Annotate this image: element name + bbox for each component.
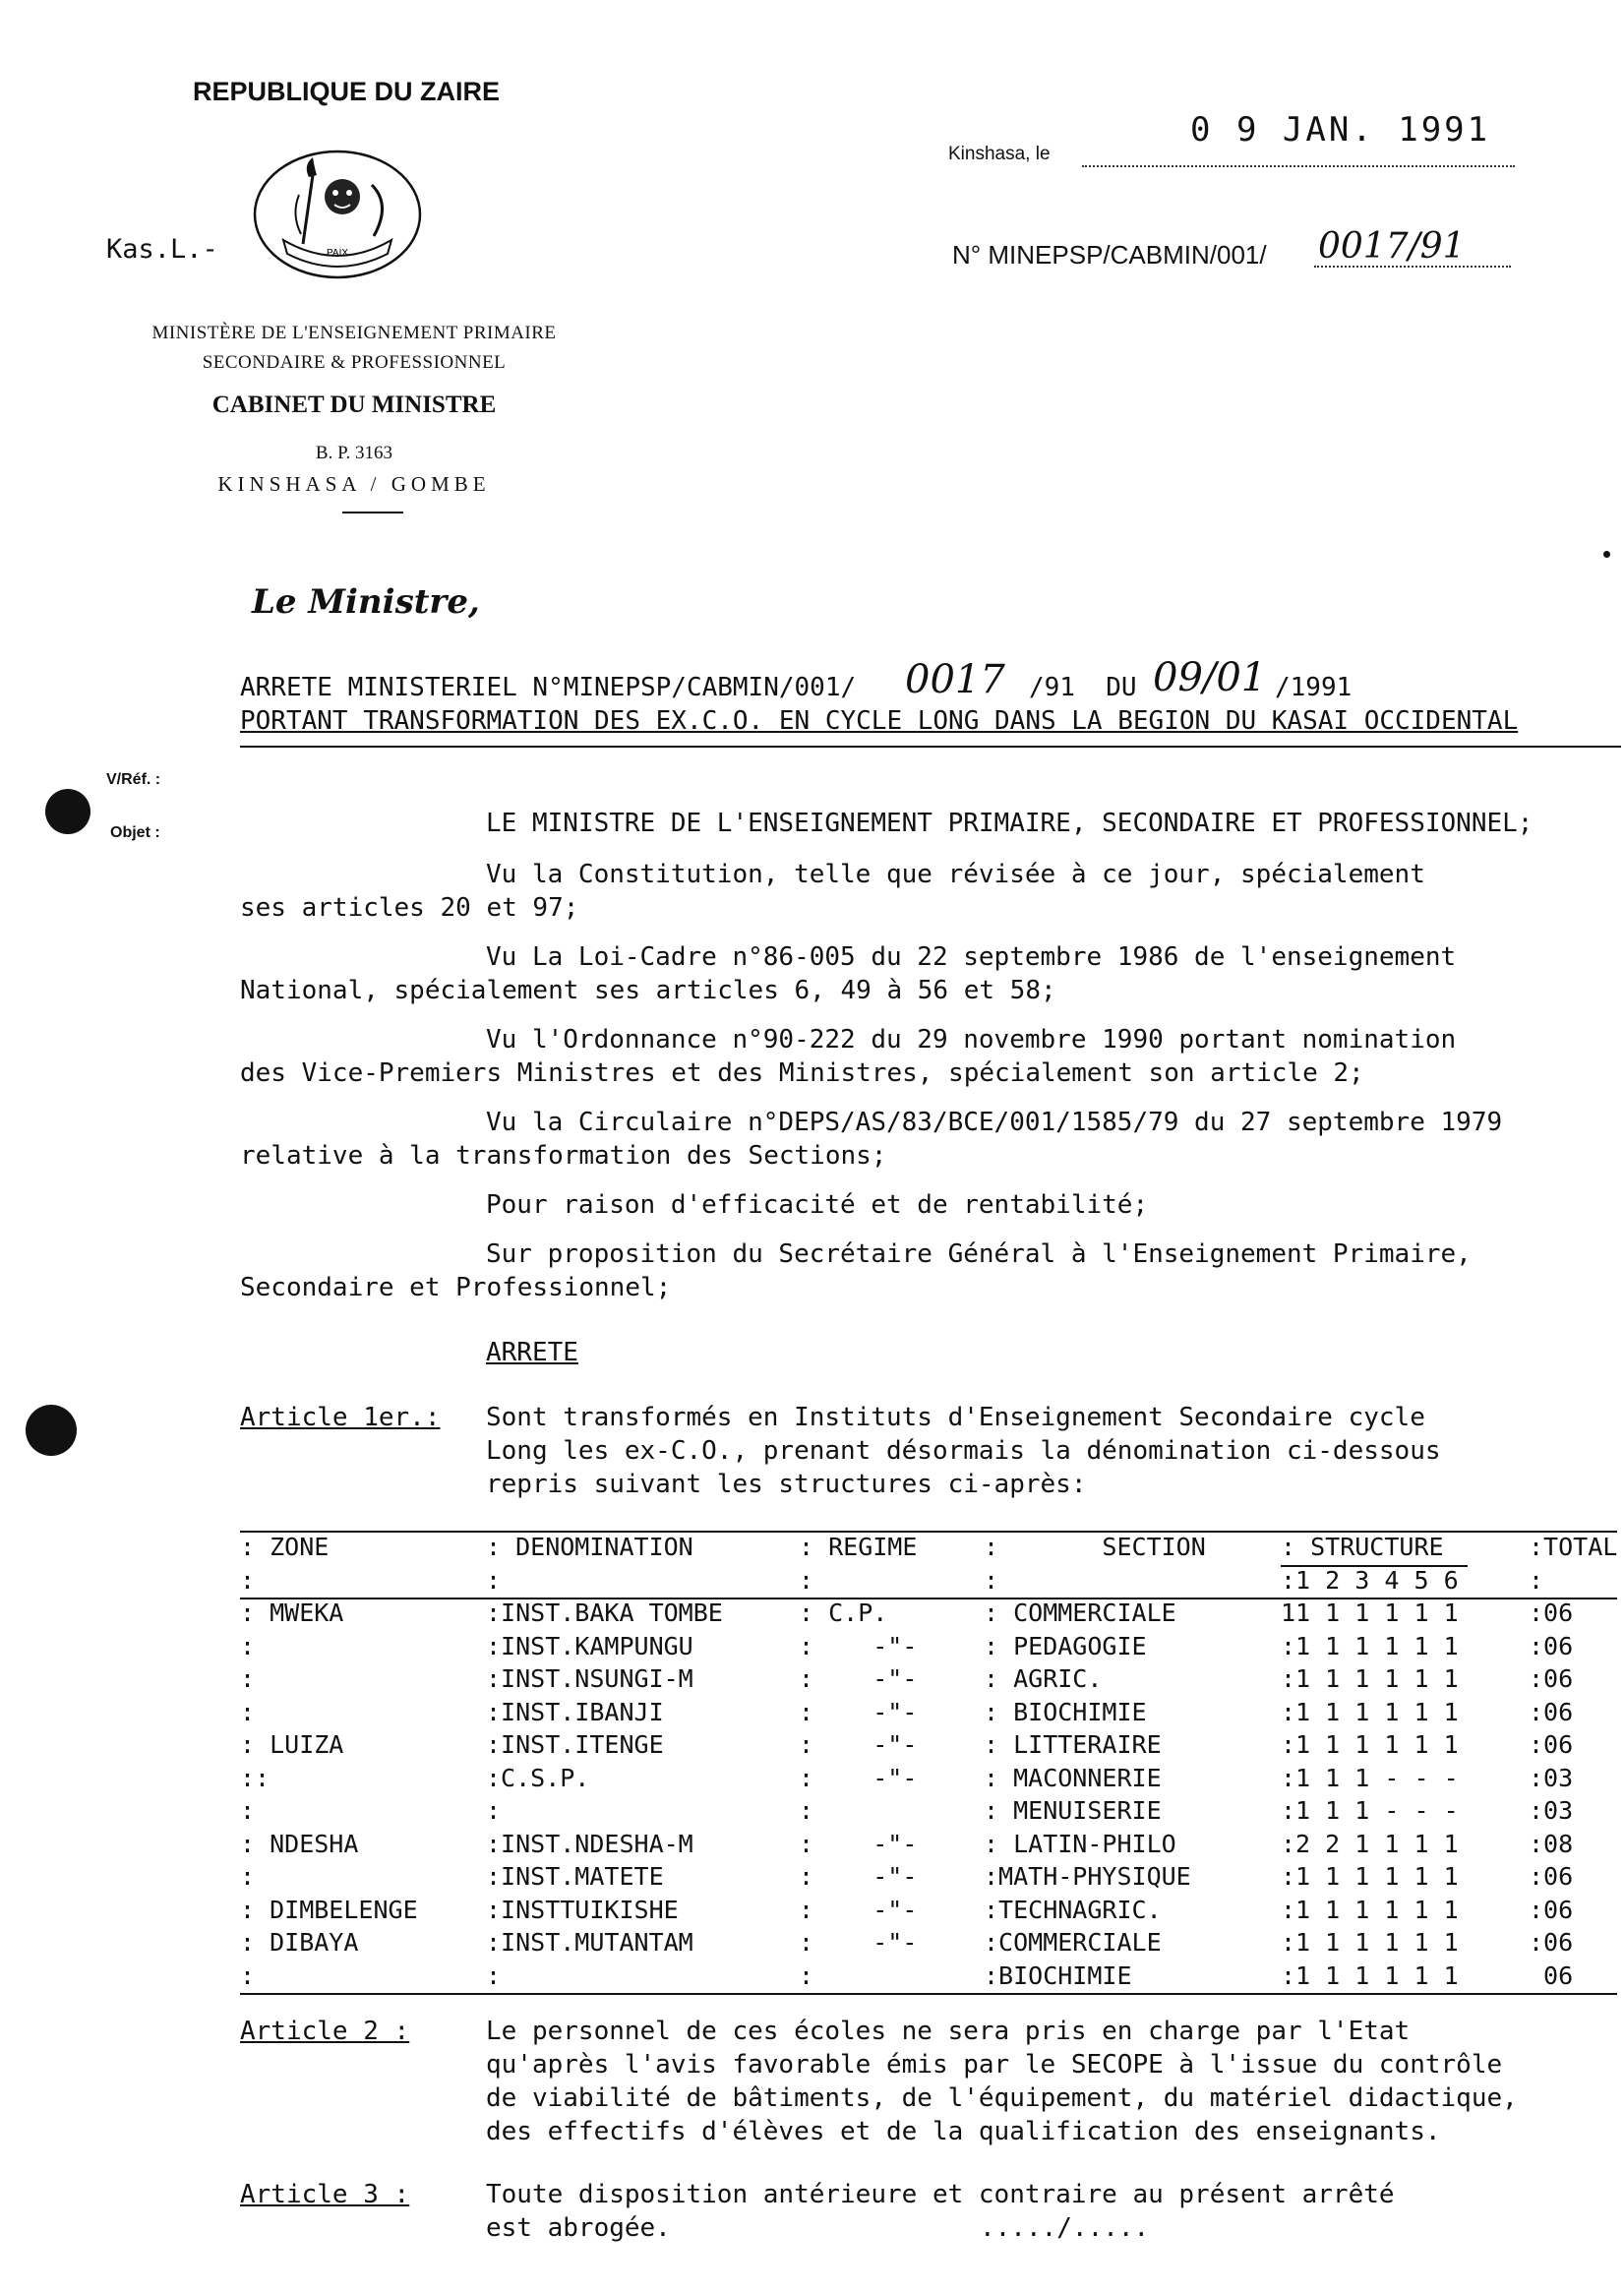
cell-regime: : -"-	[799, 1664, 918, 1694]
date-stamp: 0 9 JAN. 1991	[1190, 110, 1491, 150]
cell-zone: :	[240, 1960, 256, 1990]
cell-denomination: : DENOMINATION	[486, 1533, 693, 1562]
article2-line2: qu'après l'avis favorable émis par le SECOPE à l'issue du contrôle	[486, 2050, 1503, 2080]
table-row	[240, 1828, 1617, 1861]
cell-denomination: :INST.KAMPUNGU	[486, 1631, 693, 1660]
table-row	[240, 1597, 1617, 1630]
cell-section: : SECTION	[984, 1533, 1206, 1562]
cell-structure: :1 1 1 - - -	[1281, 1796, 1459, 1826]
cell-total: :06	[1529, 1730, 1574, 1760]
arrete-title-line-1	[240, 673, 856, 702]
kas-reference: Kas.L.-	[106, 234, 218, 265]
cell-section: :BIOCHIMIE	[984, 1960, 1132, 1990]
cell-regime: :	[799, 1960, 814, 1990]
cell-regime: : -"-	[799, 1862, 918, 1892]
cell-denomination: :INST.MATETE	[486, 1862, 664, 1892]
ministry-line-2: SECONDAIRE & PROFESSIONNEL	[202, 352, 507, 373]
cell-structure: : STRUCTURE	[1281, 1533, 1444, 1562]
vref-label: V/Réf. :	[106, 771, 161, 788]
cell-section: :COMMERCIALE	[984, 1928, 1162, 1958]
cell-regime: : -"-	[799, 1697, 918, 1726]
cell-section: : LATIN-PHILO	[984, 1829, 1176, 1858]
cell-regime: : -"-	[799, 1829, 918, 1858]
cell-zone: :	[240, 1697, 256, 1726]
cell-section: :TECHNAGRIC.	[984, 1895, 1162, 1924]
cell-total: :06	[1529, 1862, 1574, 1892]
article2-line3: de viabilité de bâtiments, de l'équipement, du matériel didactique,	[486, 2083, 1518, 2113]
cell-total: :	[1529, 1565, 1544, 1595]
preamble-vu2-line1: Vu La Loi-Cadre n°86-005 du 22 septembre 1986 de l'enseignement	[486, 942, 1457, 972]
cell-regime: : -"-	[799, 1730, 918, 1760]
punch-hole-mark	[45, 789, 90, 834]
cell-zone: :	[240, 1862, 256, 1892]
cell-total: :06	[1529, 1598, 1574, 1628]
cell-total: :08	[1529, 1829, 1574, 1858]
preamble-vu1-line1: Vu la Constitution, telle que révisée à ce jour, spécialement	[486, 860, 1425, 889]
punch-hole-mark	[26, 1405, 77, 1456]
cell-denomination: :C.S.P.	[486, 1763, 590, 1792]
cell-structure: :1 1 1 1 1 1	[1281, 1960, 1459, 1990]
cell-section: : BIOCHIMIE	[984, 1697, 1147, 1726]
cell-structure: :1 1 1 1 1 1	[1281, 1631, 1459, 1660]
article1-line1: Sont transformés en Instituts d'Enseignement Secondaire cycle	[486, 1403, 1425, 1432]
cell-regime: : -"-	[799, 1631, 918, 1660]
reference-number-label: N° MINEPSP/CABMIN/001/	[952, 240, 1267, 270]
cell-total: :06	[1529, 1928, 1574, 1958]
cell-total: 06	[1529, 1960, 1574, 1990]
cell-regime: : -"-	[799, 1895, 918, 1924]
table-row	[240, 1894, 1617, 1927]
article1-line2: Long les ex-C.O., prenant désormais la dénomination ci-dessous	[486, 1436, 1441, 1466]
article2-label: Article 2 :	[240, 2017, 410, 2046]
cell-total: :06	[1529, 1664, 1574, 1694]
preamble-vu2-line2: National, spécialement ses articles 6, 49 à 56 et 58;	[240, 976, 1056, 1005]
cell-zone: : DIMBELENGE	[240, 1895, 418, 1924]
arrete-date-handwritten: 09/01	[1153, 655, 1267, 700]
city-address: KINSHASA / GOMBE	[217, 472, 491, 496]
page-continuation-marker: ...../.....	[980, 2213, 1150, 2243]
cell-denomination: :INSTTUIKISHE	[486, 1895, 679, 1924]
cell-regime: :	[799, 1565, 814, 1595]
ministry-line-1: MINISTÈRE DE L'ENSEIGNEMENT PRIMAIRE	[151, 323, 557, 343]
preamble-vu3-line1: Vu l'Ordonnance n°90-222 du 29 novembre 1990 portant nomination	[486, 1025, 1457, 1055]
cell-denomination: :	[486, 1960, 502, 1990]
cell-denomination: :INST.ITENGE	[486, 1730, 664, 1760]
cell-total: :03	[1529, 1796, 1574, 1826]
place-date-label: Kinshasa, le	[948, 144, 1051, 164]
cell-zone: ::	[240, 1763, 271, 1792]
cell-structure: :1 1 1 1 1 1	[1281, 1928, 1459, 1958]
cell-structure: :1 1 1 1 1 1	[1281, 1730, 1459, 1760]
article2-line1: Le personnel de ces écoles ne sera pris en charge par l'Etat	[486, 2017, 1411, 2046]
cell-zone: : DIBAYA	[240, 1928, 359, 1958]
article3-label: Article 3 :	[240, 2180, 410, 2209]
ministry-name	[89, 319, 620, 378]
cell-denomination: :INST.NSUNGI-M	[486, 1664, 693, 1694]
cell-zone: :	[240, 1664, 256, 1694]
arrete-title-part-c: /1991	[1275, 673, 1353, 702]
article1-line3: repris suivant les structures ci-après:	[486, 1470, 1087, 1499]
preamble-vu3-line2: des Vice-Premiers Ministres et des Ministres, spécialement son article 2;	[240, 1058, 1364, 1088]
cell-denomination: :	[486, 1796, 502, 1826]
preamble-vu4-line2: relative à la transformation des Sections;	[240, 1141, 887, 1171]
title-rule	[240, 746, 1621, 748]
cell-total: :06	[1529, 1697, 1574, 1726]
reference-number-handwritten: 0017/91	[1318, 226, 1466, 267]
cell-zone: : MWEKA	[240, 1598, 344, 1628]
cell-section: : PEDAGOGIE	[984, 1631, 1147, 1660]
cell-zone: : ZONE	[240, 1533, 330, 1562]
table-bottom-rule	[240, 1993, 1617, 1995]
article2-line4: des effectifs d'élèves et de la qualification des enseignants.	[486, 2117, 1441, 2146]
seal-motto: PAIX	[326, 248, 349, 259]
table-row	[240, 1794, 1617, 1828]
cell-denomination: :INST.NDESHA-M	[486, 1829, 693, 1858]
cell-section: :MATH-PHYSIQUE	[984, 1862, 1191, 1892]
cell-structure: :1 1 1 1 1 1	[1281, 1895, 1459, 1924]
arrete-title-part-a: ARRETE MINISTERIEL N°MINEPSP/CABMIN/001/	[240, 673, 857, 702]
postal-box: B. P. 3163	[315, 443, 393, 463]
cell-total: :TOTAL	[1529, 1533, 1618, 1562]
table-row	[240, 1960, 1617, 1993]
cell-regime: :	[799, 1796, 814, 1826]
table-row	[240, 1762, 1617, 1795]
cell-zone: :	[240, 1796, 256, 1826]
table-row	[240, 1860, 1617, 1894]
cell-structure: :1 1 1 1 1 1	[1281, 1664, 1459, 1694]
cell-section: : MACONNERIE	[984, 1763, 1162, 1792]
cell-total: :03	[1529, 1763, 1574, 1792]
divider	[342, 512, 403, 513]
cell-structure: :2 2 1 1 1 1	[1281, 1829, 1459, 1858]
cell-total: :06	[1529, 1631, 1574, 1660]
national-seal-emblem	[244, 146, 431, 283]
cell-section: :	[984, 1565, 999, 1595]
cell-structure: :1 2 3 4 5 6	[1281, 1565, 1459, 1595]
cell-section: : COMMERCIALE	[984, 1598, 1176, 1628]
cell-total: :06	[1529, 1895, 1574, 1924]
article3-line1: Toute disposition antérieure et contraire au présent arrêté	[486, 2180, 1395, 2209]
cell-regime: : -"-	[799, 1763, 918, 1792]
preamble-raison: Pour raison d'efficacité et de rentabilité;	[486, 1190, 1149, 1220]
table-row	[240, 1728, 1617, 1762]
preamble-vu1-line2: ses articles 20 et 97;	[240, 893, 579, 923]
table-header-row	[240, 1531, 1617, 1564]
arrete-title-part-b: /91 DU	[1029, 673, 1137, 702]
cell-zone: : LUIZA	[240, 1730, 344, 1760]
cell-zone: :	[240, 1565, 256, 1595]
cell-section: : AGRIC.	[984, 1664, 1103, 1694]
arrete-heading: ARRETE	[486, 1338, 578, 1367]
table-header-row	[240, 1564, 1617, 1598]
preamble-minister: LE MINISTRE DE L'ENSEIGNEMENT PRIMAIRE, SECONDAIRE ET PROFESSIONNEL;	[486, 809, 1534, 838]
table-row	[240, 1926, 1617, 1960]
table-row	[240, 1630, 1617, 1663]
cell-structure: 11 1 1 1 1 1	[1281, 1598, 1459, 1628]
speck-mark	[1603, 551, 1610, 558]
table-row	[240, 1662, 1617, 1696]
preamble-proposition-line2: Secondaire et Professionnel;	[240, 1273, 672, 1302]
cell-zone: : NDESHA	[240, 1829, 359, 1858]
cell-regime: : C.P.	[799, 1598, 888, 1628]
cell-zone: :	[240, 1631, 256, 1660]
cell-denomination: :INST.MUTANTAM	[486, 1928, 693, 1958]
cell-regime: : REGIME	[799, 1533, 918, 1562]
cell-section: : MENUISERIE	[984, 1796, 1162, 1826]
cell-denomination: :INST.BAKA TOMBE	[486, 1598, 723, 1628]
signatory-heading: Le Ministre,	[252, 582, 480, 622]
table-row	[240, 1696, 1617, 1729]
cell-structure: :1 1 1 - - -	[1281, 1763, 1459, 1792]
cell-denomination: :	[486, 1565, 502, 1595]
preamble-vu4-line1: Vu la Circulaire n°DEPS/AS/83/BCE/001/1585/79 du 27 septembre 1979	[486, 1108, 1503, 1137]
structure-table	[240, 1531, 1617, 1992]
arrete-number-handwritten: 0017	[905, 657, 1005, 702]
cabinet-title: CABINET DU MINISTRE	[211, 392, 497, 418]
cell-structure: :1 1 1 1 1 1	[1281, 1697, 1459, 1726]
date-dotted-line	[1082, 148, 1515, 167]
article1-label: Article 1er.:	[240, 1403, 441, 1432]
cell-structure: :1 1 1 1 1 1	[1281, 1862, 1459, 1892]
preamble-proposition-line1: Sur proposition du Secrétaire Général à l'Enseignement Primaire,	[486, 1239, 1472, 1269]
article3-line2: est abrogée.	[486, 2213, 671, 2243]
objet-label: Objet :	[110, 824, 160, 841]
republic-title: REPUBLIQUE DU ZAIRE	[193, 77, 501, 106]
cell-regime: : -"-	[799, 1928, 918, 1958]
cell-denomination: :INST.IBANJI	[486, 1697, 664, 1726]
cell-section: : LITTERAIRE	[984, 1730, 1162, 1760]
arrete-title-line-2: PORTANT TRANSFORMATION DES EX.C.O. EN CYCLE LONG DANS LA BEGION DU KASAI OCCIDENTAL	[240, 706, 1519, 736]
